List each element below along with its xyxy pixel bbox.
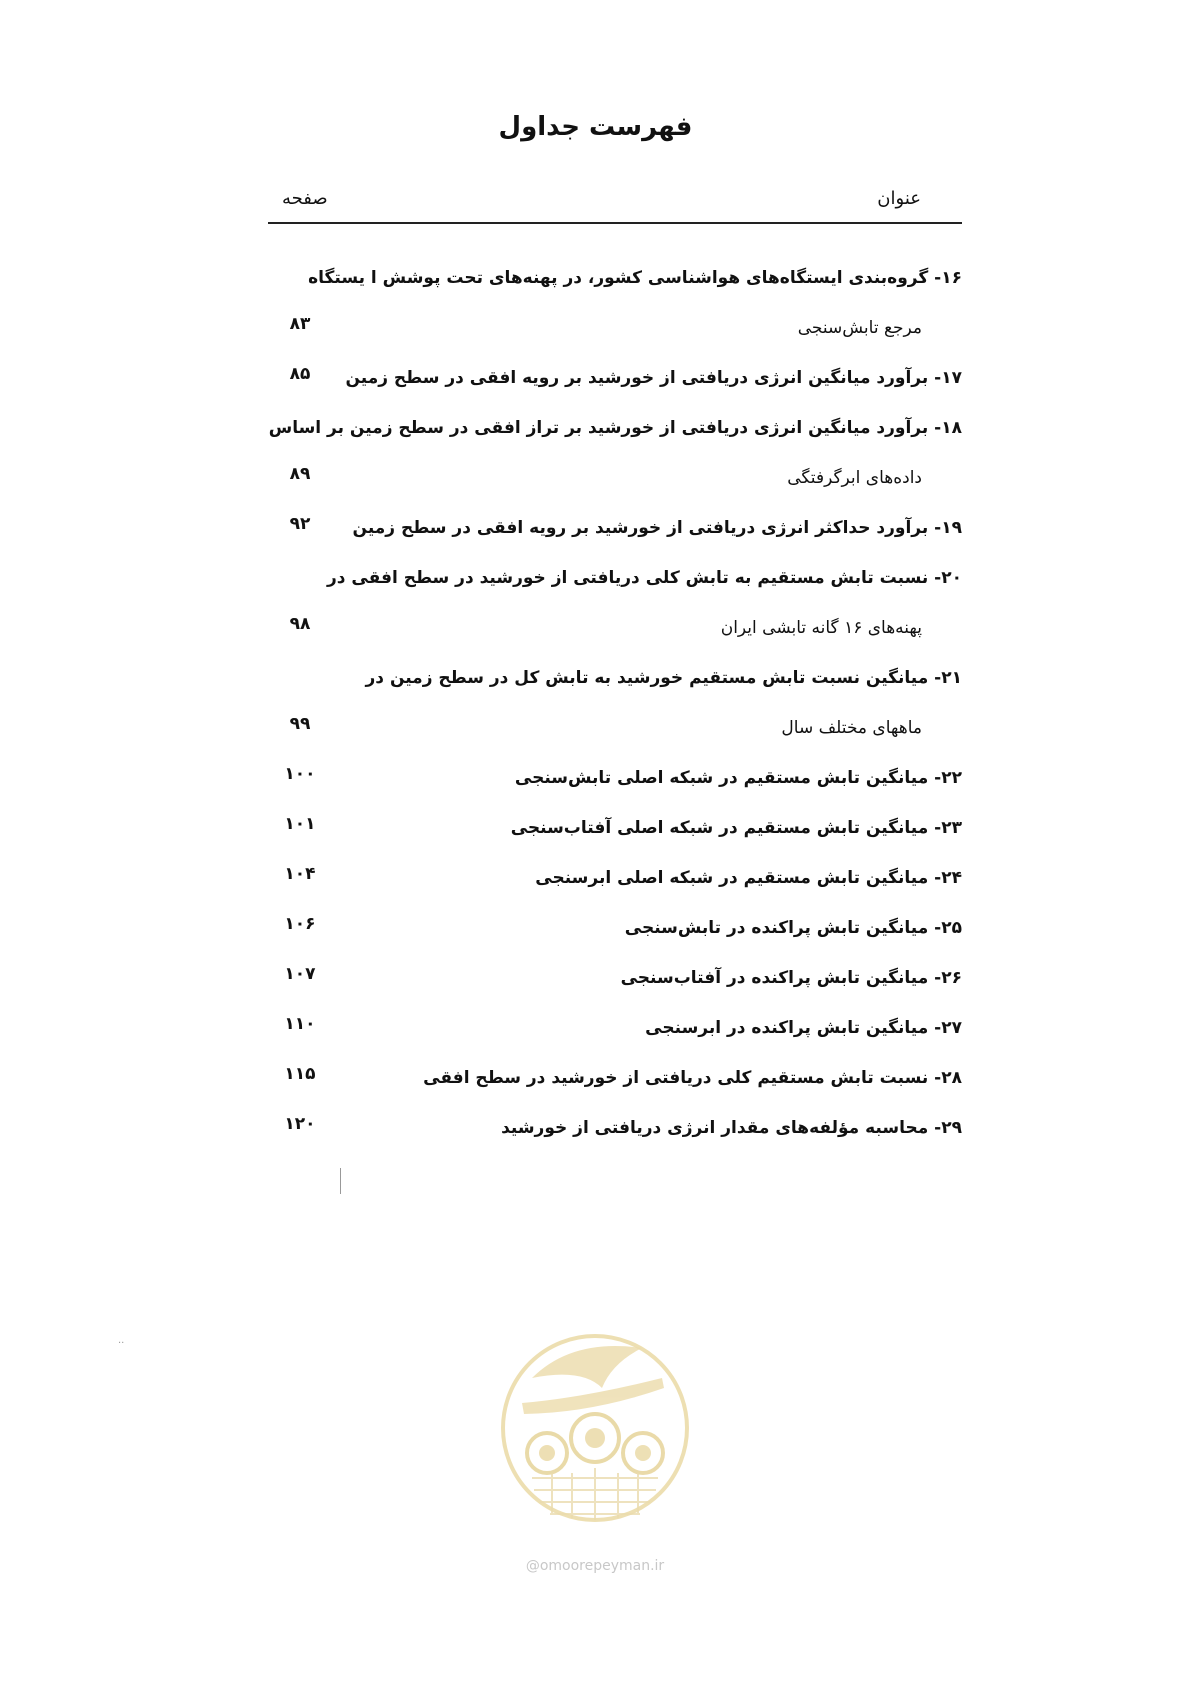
toc-line [260,862,962,894]
watermark-logo [492,1318,698,1558]
toc-line-page: ۹۲ [289,514,311,534]
toc-line-page: ۸۳ [289,314,311,334]
toc-line-text: مرجع تابش‌سنجی [797,318,922,338]
column-header-page: صفحه [282,188,328,209]
page-title: فهرست جداول [498,112,693,142]
toc-line [260,912,962,944]
toc-line-text: داده‌های ابرگرفتگی [787,468,922,488]
toc-line-page: ۸۹ [289,464,311,484]
toc-line-text: ۲۷- میانگین تابش پراکنده در ابرسنجی [645,1018,962,1038]
toc-line-page: ۱۰۴ [284,864,316,884]
toc-line [260,762,962,794]
toc-line [260,362,962,394]
toc-line [260,1012,962,1044]
toc-line-page: ۱۰۶ [284,914,316,934]
toc-line [260,712,962,744]
toc-line [260,412,962,444]
toc-line-text: ۲۰- نسبت تابش مستقیم به تابش کلی دریافتی از خورشید در سطح افقی در [326,568,962,588]
watermark-url: @omoorepeyman.ir [525,1558,665,1574]
toc-line [260,262,962,294]
toc-line [260,312,962,344]
toc-line-text: ۲۹- محاسبه مؤلفه‌های مقدار انرژی دریافتی از خورشید [501,1118,962,1138]
scan-margin-mark [340,1168,341,1194]
toc-line [260,812,962,844]
toc-line [260,562,962,594]
toc-line-text: ۲۱- میانگین نسبت تابش مستقیم خورشید به تابش کل در سطح زمین در [365,668,962,688]
column-header-title: عنوان [877,188,921,209]
header-divider [268,222,962,224]
toc-line-text: ۱۷- برآورد میانگین انرژی دریافتی از خورشید بر رویه افقی در سطح زمین [345,368,962,388]
toc-line [260,1112,962,1144]
toc-line-page: ۱۱۰ [284,1014,316,1034]
toc-line [260,1062,962,1094]
scan-speck: ·· [118,1338,125,1349]
toc-line-text: ۱۸- برآورد میانگین انرژی دریافتی از خورشید بر تراز افقی در سطح زمین بر اساس [268,418,962,438]
toc-line [260,612,962,644]
toc-line-page: ۸۵ [289,364,311,384]
toc-line-page: ۹۸ [289,614,311,634]
toc-line-text: پهنه‌های ۱۶ گانه تابشی ایران [720,618,922,638]
toc-line-page: ۹۹ [289,714,311,734]
toc-line-text: ۲۶- میانگین تابش پراکنده در آفتاب‌سنجی [620,968,962,988]
toc-line-text: ۲۵- میانگین تابش پراکنده در تابش‌سنجی [624,918,962,938]
toc-line-page: ۱۰۰ [284,764,316,784]
toc-line-text: ۲۲- میانگین تابش مستقیم در شبکه اصلی تابش‌سنجی [514,768,962,788]
toc-line-text: ۱۹- برآورد حداکثر انرژی دریافتی از خورشید بر رویه افقی در سطح زمین [352,518,962,538]
toc-line [260,462,962,494]
toc-line-page: ۱۲۰ [284,1114,316,1134]
toc-line-text: ۲۴- میانگین تابش مستقیم در شبکه اصلی ابرسنجی [535,868,962,888]
toc-line [260,512,962,544]
toc-line-text: ماههای مختلف سال [781,718,922,738]
toc-line-text: ۲۳- میانگین تابش مستقیم در شبکه اصلی آفتاب‌سنجی [510,818,962,838]
toc-line-page: ۱۱۵ [284,1064,316,1084]
toc-line-text: ۱۶- گروه‌بندی ایستگاه‌های هواشناسی کشور، در پهنه‌های تحت پوشش ا یستگاه [308,268,962,288]
toc-line [260,662,962,694]
toc-line [260,962,962,994]
toc-line-text: ۲۸- نسبت تابش مستقیم کلی دریافتی از خورشید در سطح افقی [423,1068,962,1088]
toc-line-page: ۱۰۷ [284,964,316,984]
toc-line-page: ۱۰۱ [284,814,316,834]
